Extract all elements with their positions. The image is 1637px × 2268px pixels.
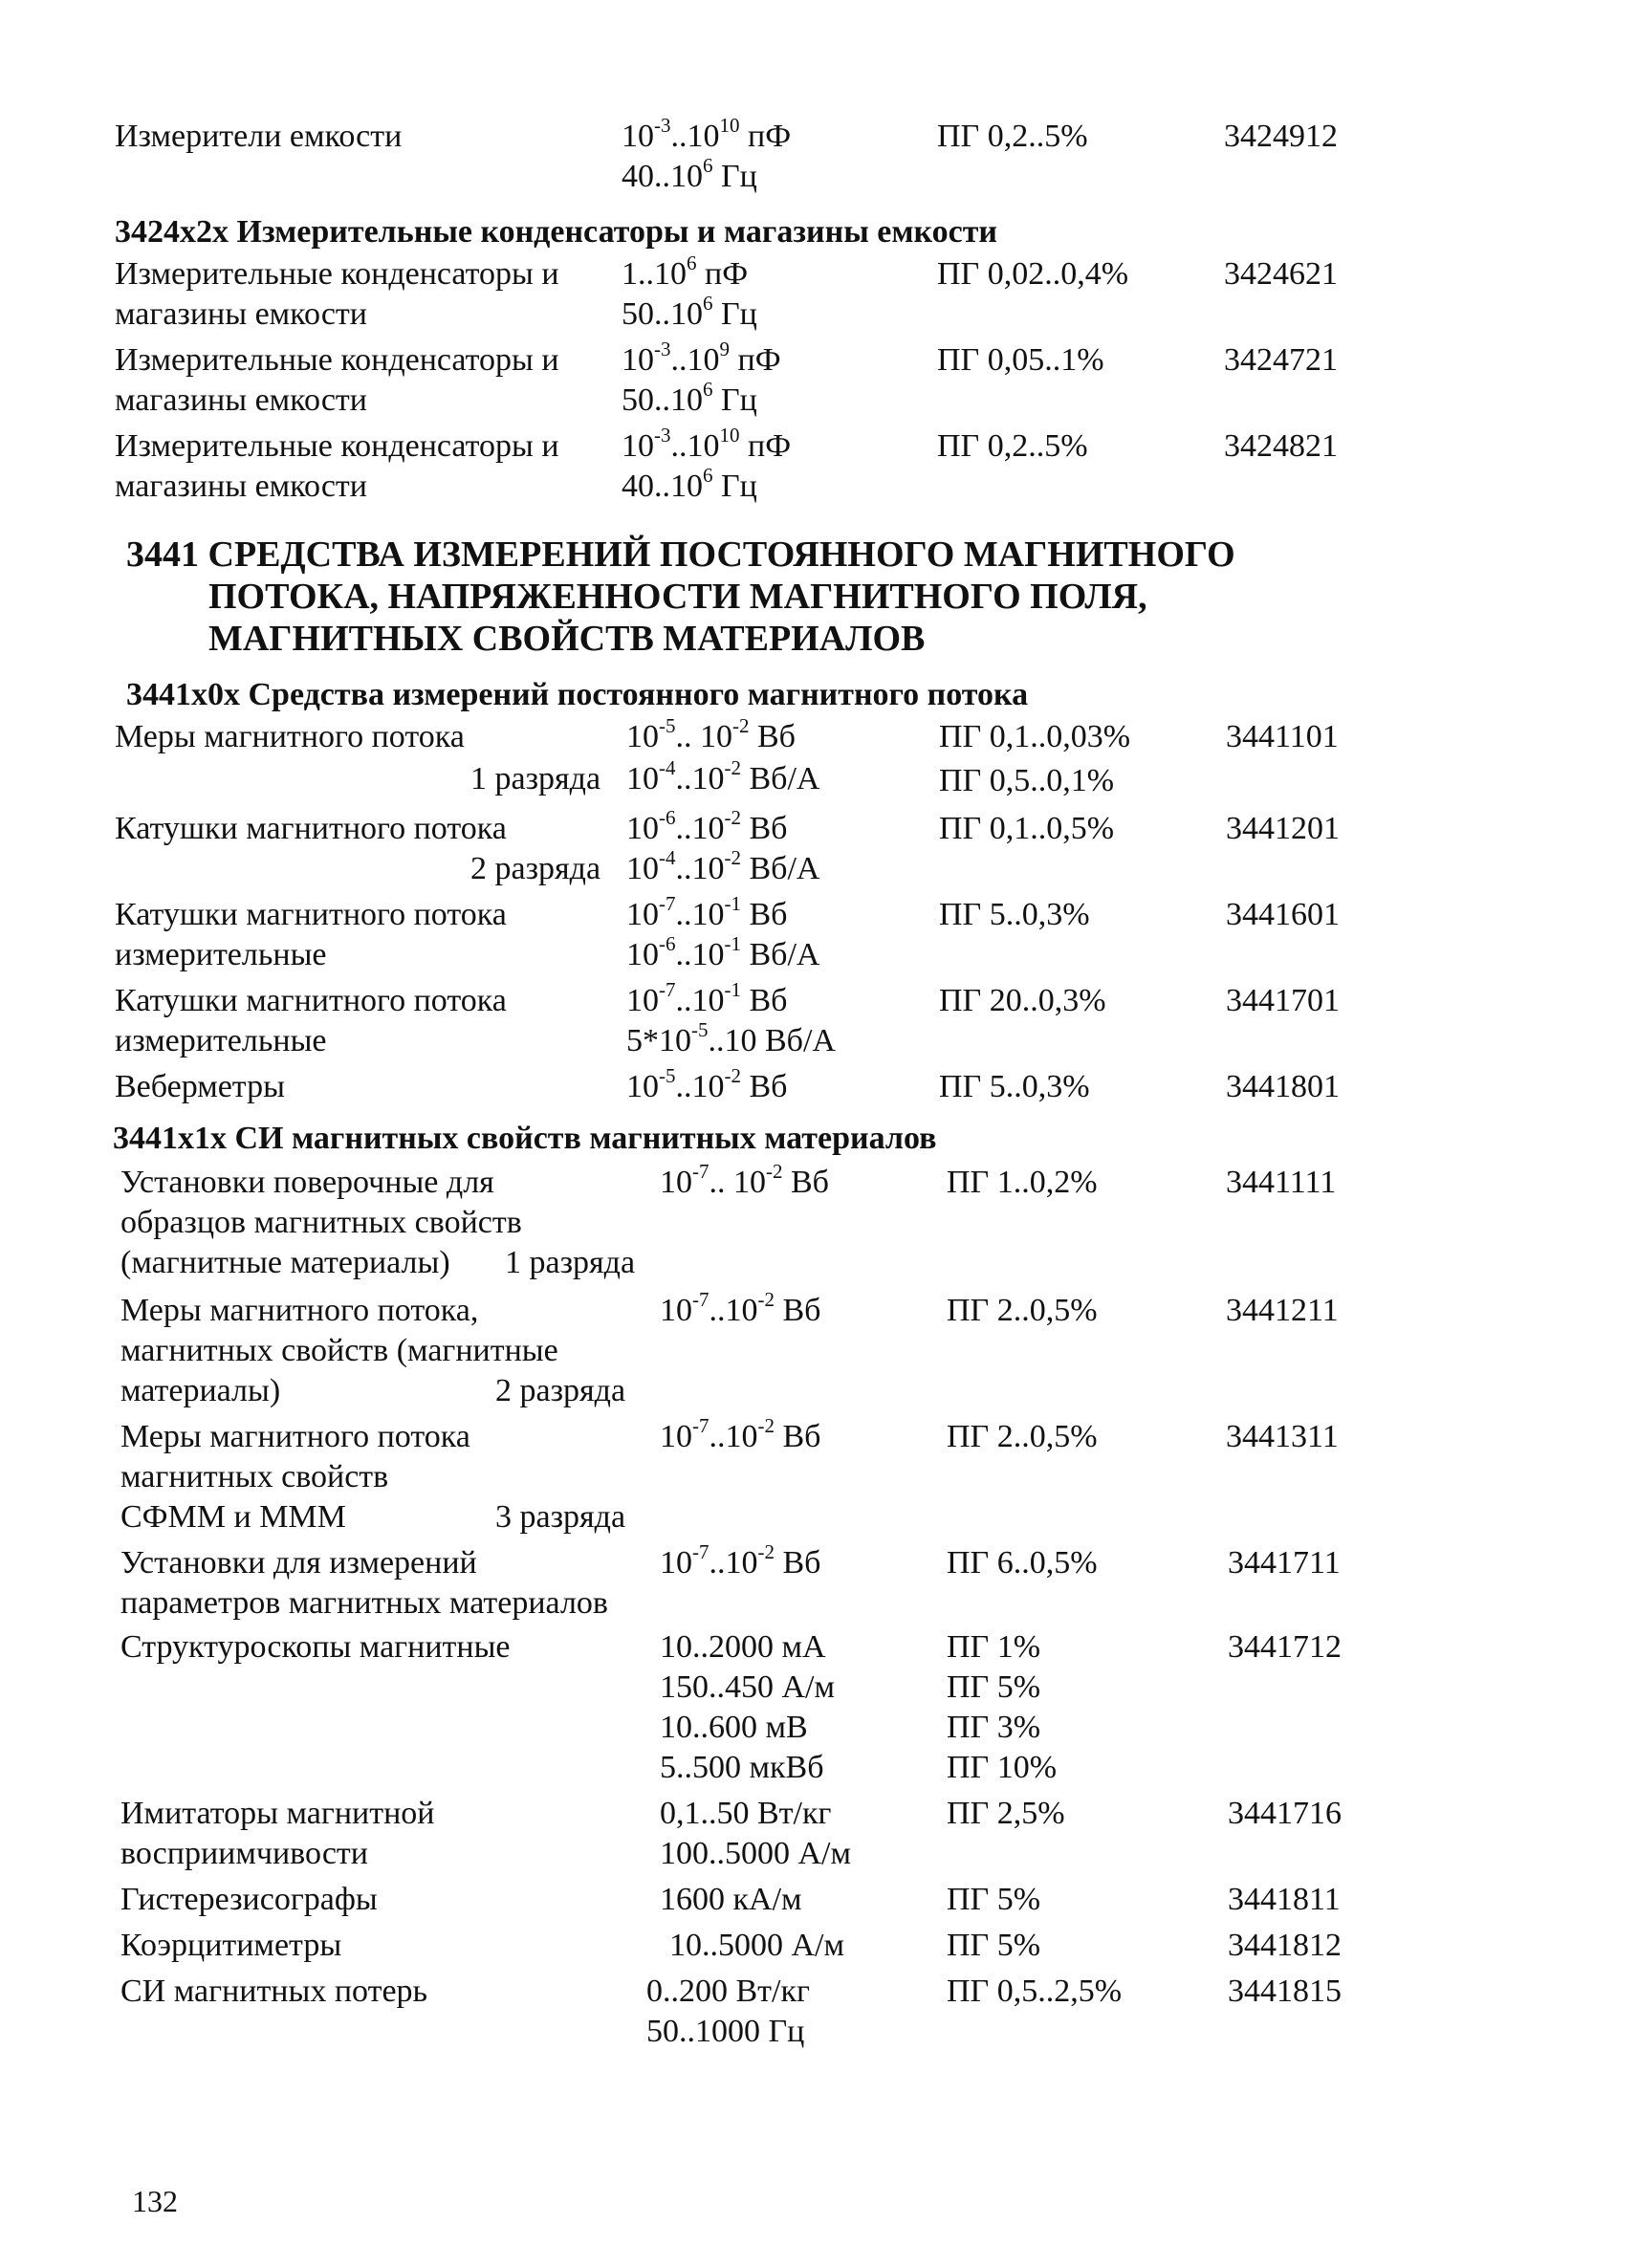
item-range: $10^{-3}..10^{10}$ пФ (622, 114, 792, 154)
group-heading: 3441х1х СИ магнитных свойств магнитных материалов (113, 1121, 937, 1156)
item-grade: 1 разряда (470, 761, 601, 796)
item-name: магазины емкости (115, 469, 367, 504)
item-code: 3441815 (1228, 1974, 1342, 2009)
item-accuracy: ПГ 0,1..0,03% (939, 719, 1131, 754)
item-name: измерительные (115, 1023, 327, 1058)
item-grade: 2 разряда (470, 851, 601, 886)
item-accuracy: ПГ 2,5% (947, 1796, 1065, 1831)
item-accuracy: ПГ 20..0,3% (939, 983, 1106, 1018)
item-name: магазины емкости (115, 296, 367, 332)
item-name: Установки поверочные для (120, 1165, 494, 1200)
item-name: магнитных свойств (магнитные (120, 1333, 558, 1368)
item-accuracy: ПГ 5..0,3% (939, 1069, 1090, 1104)
item-name: Измерительные конденсаторы и (115, 342, 559, 378)
item-range: 0..200 Вт/кг (646, 1974, 810, 2009)
item-range: $10^{-7}..10^{-1}$ Вб (626, 978, 788, 1018)
item-range-2: 50..10$^6$ Гц (622, 292, 757, 332)
item-name: восприимчивости (120, 1836, 368, 1871)
item-range: $10^{-6}..10^{-2}$ Вб (626, 806, 788, 846)
item-range: 10..5000 А/м (669, 1928, 845, 1963)
item-code: 3441211 (1226, 1293, 1339, 1328)
item-name: Структуроскопы магнитные (120, 1629, 511, 1665)
item-range: 1..10$^6$ пФ (622, 251, 749, 292)
item-range: 10..2000 мА (660, 1629, 826, 1665)
item-accuracy: ПГ 2..0,5% (947, 1419, 1098, 1454)
item-name: Установки для измерений (120, 1545, 477, 1581)
item-accuracy: ПГ 0,5..2,5% (947, 1974, 1123, 2009)
item-grade: 2 разряда (495, 1373, 626, 1408)
item-name: Измерители емкости (115, 119, 403, 154)
item-code: 3441811 (1228, 1882, 1341, 1917)
item-name: Веберметры (115, 1069, 285, 1104)
item-accuracy: ПГ 5..0,3% (939, 897, 1090, 932)
section-heading: 3441 СРЕДСТВА ИЗМЕРЕНИЙ ПОСТОЯННОГО МАГНИТНОГО (126, 534, 1235, 575)
item-accuracy: ПГ 1% (947, 1629, 1041, 1665)
item-range-2: $5*10^{-5}..10$ Вб/А (626, 1018, 836, 1058)
item-range: $10^{-3}..10^9$ пФ (622, 338, 781, 378)
item-code: 3441812 (1228, 1928, 1342, 1963)
item-code: 3441801 (1226, 1069, 1340, 1104)
item-accuracy: ПГ 0,1..0,5% (939, 811, 1115, 846)
item-range: 0,1..50 Вт/кг (660, 1796, 832, 1831)
item-code: 3441311 (1226, 1419, 1339, 1454)
item-range: 10..600 мВ (660, 1710, 808, 1745)
item-name: (магнитные материалы) (120, 1245, 450, 1280)
item-range-2: $10^{-4}..10^{-2}$ Вб/А (626, 756, 820, 796)
section-heading: ПОТОКА, НАПРЯЖЕННОСТИ МАГНИТНОГО ПОЛЯ, (208, 577, 1147, 617)
item-code: 3441712 (1228, 1629, 1342, 1665)
item-range: $10^{-7}..10^{-2}$ Вб (660, 1288, 821, 1328)
item-accuracy: ПГ 5% (947, 1669, 1041, 1705)
item-range: $10^{-3}..10^{10}$ пФ (622, 424, 792, 464)
item-accuracy: ПГ 0,05..1% (937, 342, 1104, 378)
item-range: $10^{-7}..10^{-2}$ Вб (660, 1540, 821, 1581)
item-code: 3424821 (1224, 428, 1338, 464)
item-name: Катушки магнитного потока (115, 983, 507, 1018)
item-accuracy: ПГ 0,2..5% (937, 119, 1088, 154)
item-range-2: 40..10$^6$ Гц (622, 154, 757, 194)
item-name: Катушки магнитного потока (115, 811, 507, 846)
item-name: Меры магнитного потока, (120, 1293, 479, 1328)
item-name: измерительные (115, 937, 327, 972)
item-name: Имитаторы магнитной (120, 1796, 435, 1831)
item-name: материалы) (120, 1373, 281, 1408)
item-grade: 1 разряда (505, 1245, 636, 1280)
item-code: 3441701 (1226, 983, 1340, 1018)
item-name: Измерительные конденсаторы и (115, 428, 559, 464)
item-range-2: 40..10$^6$ Гц (622, 464, 757, 504)
group-heading: 3424х2х Измерительные конденсаторы и магазины емкости (115, 214, 998, 250)
item-name: Меры магнитного потока (115, 719, 465, 754)
item-accuracy: ПГ 0,02..0,4% (937, 256, 1129, 292)
item-accuracy: ПГ 2..0,5% (947, 1293, 1098, 1328)
item-range-2: $10^{-4}..10^{-2}$ Вб/А (626, 846, 820, 886)
item-code: 3441716 (1228, 1796, 1342, 1831)
item-range: $10^{-7}..10^{-1}$ Вб (626, 892, 788, 932)
item-code: 3424912 (1224, 119, 1338, 154)
item-range: $10^{-5}..10^{-2}$ Вб (626, 1064, 788, 1104)
item-range: 50..1000 Гц (646, 2014, 805, 2049)
item-code: 3441111 (1226, 1165, 1337, 1200)
item-code: 3441601 (1226, 897, 1340, 932)
item-range: $10^{-7}$.. $10^{-2}$ Вб (660, 1160, 829, 1200)
item-range-2: 50..10$^6$ Гц (622, 378, 757, 418)
item-accuracy: ПГ 6..0,5% (947, 1545, 1098, 1581)
item-name: Измерительные конденсаторы и (115, 256, 559, 292)
item-code: 3441201 (1226, 811, 1340, 846)
item-accuracy: ПГ 0,2..5% (937, 428, 1088, 464)
item-code: 3424621 (1224, 256, 1338, 292)
item-code: 3424721 (1224, 342, 1338, 378)
item-accuracy: ПГ 3% (947, 1710, 1041, 1745)
item-name: Коэрцитиметры (120, 1928, 342, 1963)
item-name: СФММ и МММ (120, 1499, 346, 1535)
item-range: 100..5000 А/м (660, 1836, 852, 1871)
item-grade: 3 разряда (495, 1499, 626, 1535)
item-accuracy: ПГ 1..0,2% (947, 1165, 1098, 1200)
item-name: магнитных свойств (120, 1459, 389, 1494)
item-code: 3441101 (1226, 719, 1339, 754)
item-name: образцов магнитных свойств (120, 1205, 522, 1240)
item-range: 1600 кА/м (660, 1882, 802, 1917)
item-range: 5..500 мкВб (660, 1750, 824, 1785)
item-accuracy: ПГ 5% (947, 1882, 1041, 1917)
item-range: $10^{-5}$.. $10^{-2}$ Вб (626, 714, 796, 754)
item-range-2: $10^{-6}..10^{-1}$ Вб/А (626, 932, 820, 972)
item-accuracy-2: ПГ 0,5..0,1% (939, 763, 1115, 798)
item-accuracy: ПГ 10% (947, 1750, 1058, 1785)
item-name: параметров магнитных материалов (120, 1585, 608, 1621)
item-code: 3441711 (1228, 1545, 1341, 1581)
item-name: Гистерезисографы (120, 1882, 378, 1917)
section-heading: МАГНИТНЫХ СВОЙСТВ МАТЕРИАЛОВ (208, 619, 926, 659)
item-range: $10^{-7}..10^{-2}$ Вб (660, 1414, 821, 1454)
item-name: Меры магнитного потока (120, 1419, 470, 1454)
item-name: магазины емкости (115, 382, 367, 418)
group-heading: 3441х0х Средства измерений постоянного магнитного потока (126, 677, 1029, 712)
page-number: 132 (132, 2184, 178, 2218)
item-accuracy: ПГ 5% (947, 1928, 1041, 1963)
item-name: СИ магнитных потерь (120, 1974, 428, 2009)
item-name: Катушки магнитного потока (115, 897, 507, 932)
item-range: 150..450 А/м (660, 1669, 836, 1705)
